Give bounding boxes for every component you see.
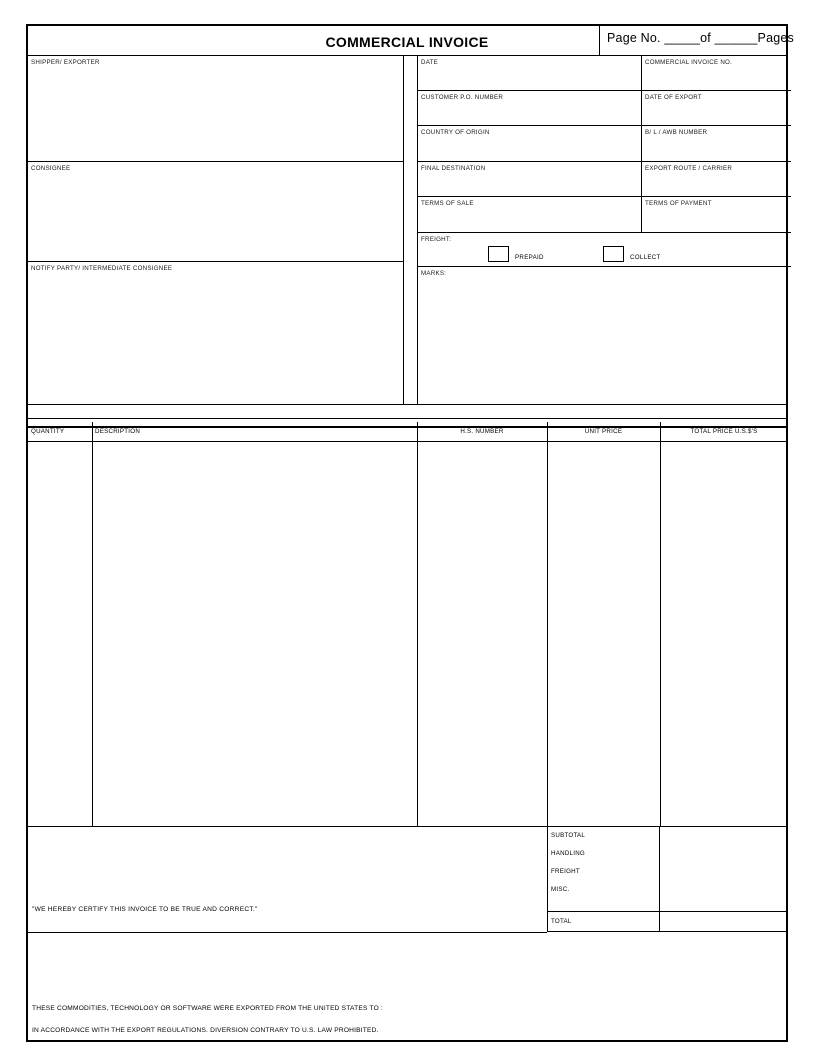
totals-label-misc: MISC. — [551, 886, 570, 893]
field-bl-awb-number[interactable] — [642, 126, 791, 161]
separator-strip-upper — [28, 404, 786, 418]
field-label: DATE OF EXPORT — [645, 94, 702, 101]
field-label: SHIPPER/ EXPORTER — [31, 59, 100, 66]
column-divider-quantity — [92, 442, 93, 826]
field-notify-party[interactable] — [28, 262, 404, 404]
total-label: TOTAL — [551, 918, 572, 925]
footer-line-2: IN ACCORDANCE WITH THE EXPORT REGULATIONS. DIVERSION CONTRARY TO U.S. LAW PROHIBITED. — [32, 1027, 379, 1034]
field-label: DATE — [421, 59, 439, 66]
row-destination-route — [418, 162, 791, 197]
left-party-column — [28, 56, 404, 404]
prepaid-label: PREPAID — [515, 254, 544, 261]
field-label: COMMERCIAL INVOICE NO. — [645, 59, 733, 66]
field-export-route-carrier[interactable] — [642, 162, 791, 196]
field-date[interactable] — [418, 56, 642, 90]
field-label: COUNTRY OF ORIGIN — [421, 129, 490, 136]
row-origin-awb — [418, 126, 791, 162]
totals-label-handling: HANDLING — [551, 850, 585, 857]
field-label: TERMS OF SALE — [421, 200, 474, 207]
field-label: MARKS: — [421, 270, 447, 277]
field-commercial-invoice-no[interactable] — [642, 56, 791, 90]
field-label: EXPORT ROUTE / CARRIER — [645, 165, 733, 172]
field-customer-po-number[interactable] — [418, 91, 642, 125]
field-country-of-origin[interactable] — [418, 126, 642, 161]
page-number-label: Page No. _____of ______Pages — [607, 31, 795, 45]
column-header-total-price: TOTAL PRICE U.S.$'S — [690, 428, 758, 435]
field-consignee[interactable] — [28, 162, 404, 262]
title-band — [28, 26, 795, 56]
column-divider-unit-price-head — [660, 422, 661, 442]
collect-label: COLLECT — [630, 254, 661, 261]
column-divider-unit-price — [660, 442, 661, 826]
certification-statement: "WE HEREBY CERTIFY THIS INVOICE TO BE TRUE AND CORRECT." — [32, 906, 258, 913]
column-divider-description — [417, 442, 418, 826]
row-po-dateexport — [418, 91, 791, 126]
field-label: B/ L / AWB NUMBER — [645, 129, 708, 136]
column-header-hs-number: H.S. NUMBER — [460, 428, 504, 435]
column-header-description: DESCRIPTION — [95, 428, 141, 435]
field-shipper-exporter[interactable] — [28, 56, 404, 162]
field-marks[interactable] — [418, 267, 791, 404]
totals-label-freight: FREIGHT — [551, 868, 580, 875]
field-label: NOTIFY PARTY/ INTERMEDIATE CONSIGNEE — [31, 265, 173, 272]
table-header-row — [28, 422, 786, 442]
column-header-quantity: QUANTITY — [31, 428, 65, 435]
field-terms-of-sale[interactable] — [418, 197, 642, 232]
page-title: COMMERCIAL INVOICE — [325, 34, 489, 50]
column-divider-hs-number — [547, 442, 548, 826]
commercial-invoice-form — [26, 24, 795, 1042]
row-date-invoiceno — [418, 56, 791, 91]
field-label: CONSIGNEE — [31, 165, 71, 172]
totals-label-subtotal: SUBTOTAL — [551, 832, 586, 839]
footer-line-1: THESE COMMODITIES, TECHNOLOGY OR SOFTWARE WERE EXPORTED FROM THE UNITED STATES TO : — [32, 1005, 383, 1012]
totals-label-column — [547, 826, 660, 912]
prepaid-checkbox[interactable] — [488, 246, 509, 262]
freight-label: FREIGHT: — [421, 236, 452, 243]
line-items-table — [28, 422, 786, 826]
column-divider-description-head — [417, 422, 418, 442]
field-terms-of-payment[interactable] — [642, 197, 791, 232]
field-label: CUSTOMER P.O. NUMBER — [421, 94, 504, 101]
right-details-column — [417, 56, 790, 404]
certification-bottom-rule — [28, 932, 547, 933]
page-number-box[interactable] — [599, 25, 795, 56]
field-freight — [418, 233, 791, 267]
field-label: FINAL DESTINATION — [421, 165, 486, 172]
totals-value-column[interactable] — [660, 826, 788, 912]
field-final-destination[interactable] — [418, 162, 642, 196]
column-divider-hs-number-head — [547, 422, 548, 442]
column-divider-quantity-head — [92, 422, 93, 442]
field-label: TERMS OF PAYMENT — [645, 200, 712, 207]
column-header-unit-price: UNIT PRICE — [584, 428, 623, 435]
collect-checkbox[interactable] — [603, 246, 624, 262]
row-terms — [418, 197, 791, 233]
total-label-cell — [547, 912, 660, 932]
table-body[interactable] — [28, 442, 786, 826]
total-value-cell[interactable] — [660, 912, 788, 932]
field-date-of-export[interactable] — [642, 91, 791, 125]
header-fields-area — [28, 56, 786, 404]
